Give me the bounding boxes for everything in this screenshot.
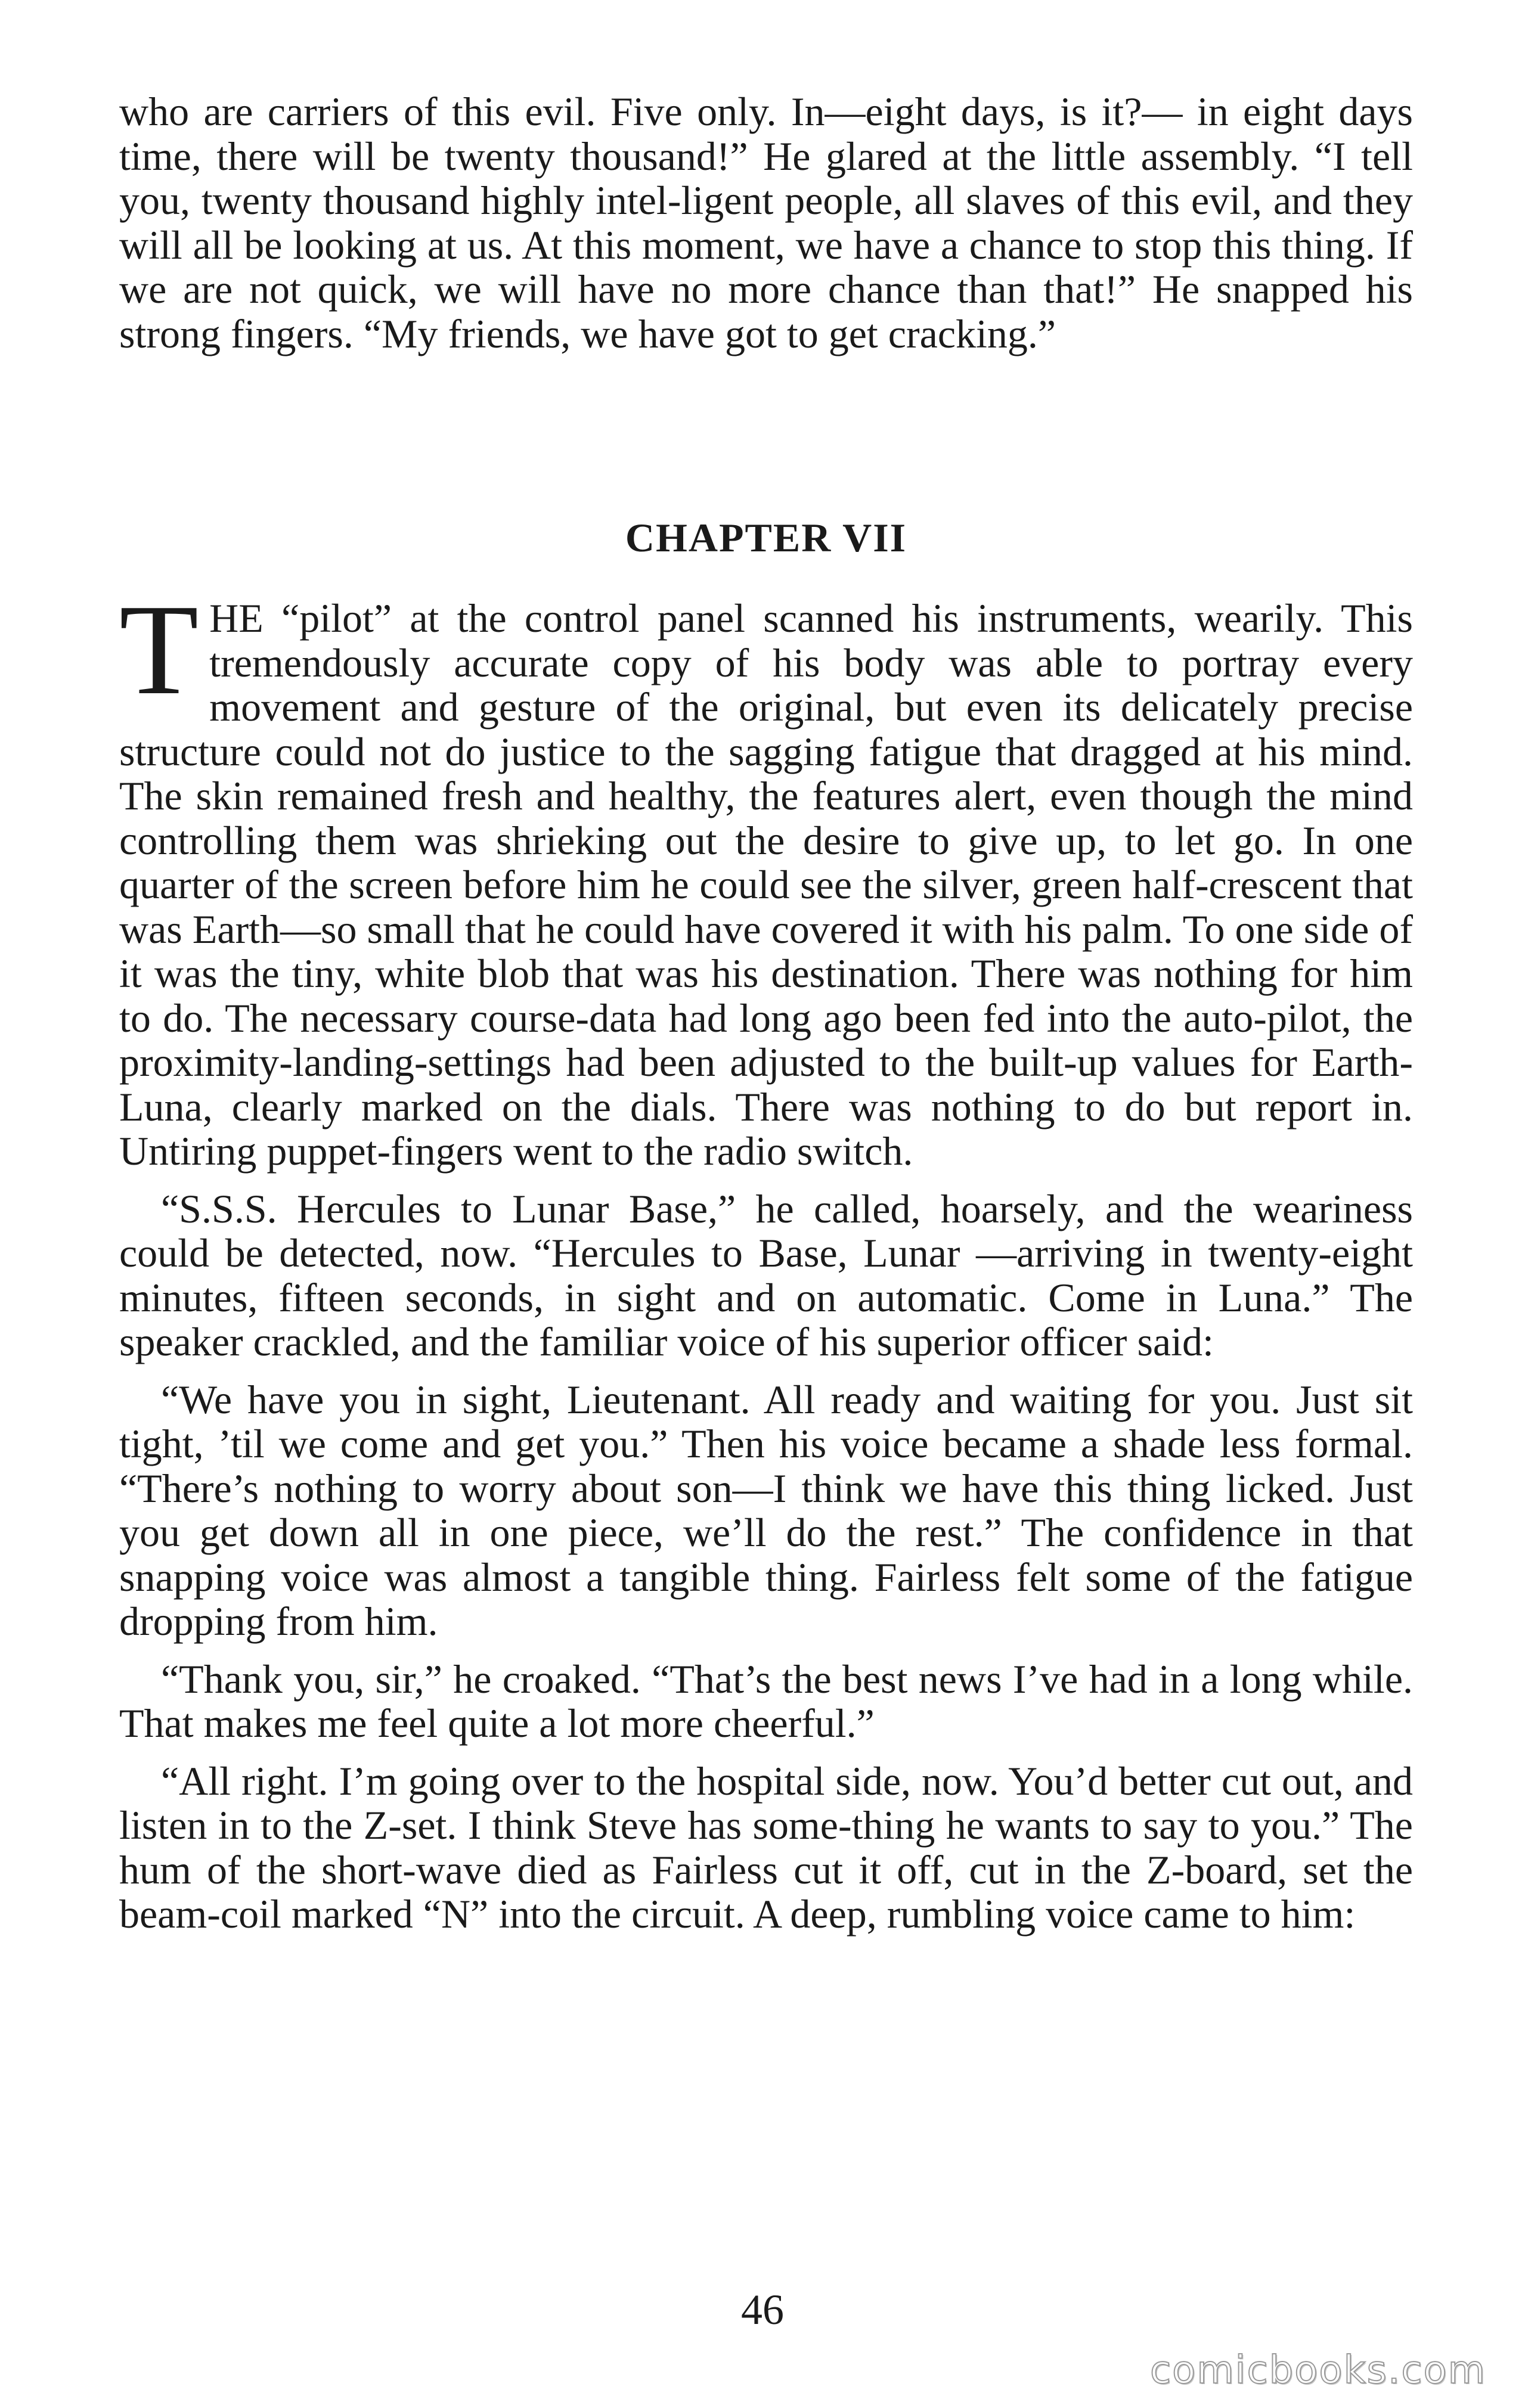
page-number: 46: [741, 2286, 784, 2333]
watermark: comicbooks.com: [1149, 2348, 1486, 2393]
body-paragraph: “S.S.S. Hercules to Lunar Base,” he called, hoarsely, and the weariness could be detected, now. “Hercules to Base, Lunar —arriving in twenty-eight minutes, fifteen seconds, in sight and on automatic. Come in Luna.” The speaker crackled, and the familiar voice of his superior officer said:: [119, 1186, 1413, 1364]
drop-cap: T: [119, 578, 199, 722]
body-paragraph: “All right. I’m going over to the hospital side, now. You’d better cut out, and listen in to the Z-set. I think Steve has some-thing he wants to say to you.” The hum of the short-wave died as Fairless cut it off, cut in the Z-board, set the beam-coil marked “N” into the circuit. A deep, rumbling voice came to him:: [119, 1758, 1413, 1937]
chapter-first-paragraph-text: HE “pilot” at the control panel scanned his instruments, wearily. This tremendously accurate copy of his body was able to portray every movement and gesture of the original, but even its delicately precise structure could not do justice to the sagging fatigue that dragged at his mind. The skin remained fresh and healthy, the features alert, even though the mind controlling them was shrieking out the desire to give up, to let go. In one quarter of the screen before him he could see the silver, green half-crescent that was Earth—so small that he could have covered it with his palm. To one side of it was the tiny, white blob that was his destination. There was nothing for him to do. The necessary course-data had long ago been fed into the auto-pilot, the proximity-landing-settings had been adjusted to the built-up values for Earth-Luna, clearly marked on the dials. There was nothing to do but report in. Untiring puppet-fingers went to the radio switch.: [119, 595, 1413, 1174]
body-paragraph: “We have you in sight, Lieutenant. All ready and waiting for you. Just sit tight, ’til we come and get you.” Then his voice became a shade less formal. “There’s nothing to worry about son—I think we have this thing licked. Just you get down all in one piece, we’ll do the rest.” The confidence in that snapping voice was almost a tangible thing. Fairless felt some of the fatigue dropping from him.: [119, 1376, 1413, 1644]
body-paragraph: “Thank you, sir,” he croaked. “That’s the best news I’ve had in a long while. That makes me feel quite a lot more cheerful.”: [119, 1656, 1413, 1746]
chapter-first-paragraph: [119, 578, 1413, 1174]
book-page: [119, 89, 1413, 1937]
opening-paragraph: who are carriers of this evil. Five only. In—eight days, is it?— in eight days time, there will be twenty thousand!” He glared at the little assembly. “I tell you, twenty thousand highly intel-ligent people, all slaves of this evil, and they will all be looking at us. At this moment, we have a chance to stop this thing. If we are not quick, we will have no more chance than that!” He snapped his strong fingers. “My friends, we have got to get cracking.”: [119, 89, 1413, 356]
chapter-heading: CHAPTER VII: [625, 515, 907, 560]
